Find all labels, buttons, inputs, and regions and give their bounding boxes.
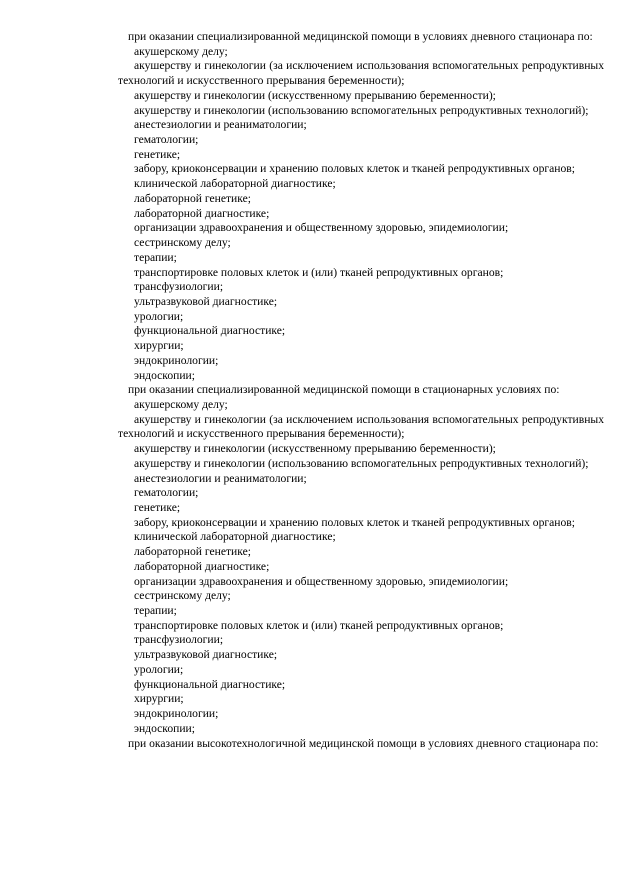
list-item: ультразвуковой диагностике; (134, 294, 278, 308)
list-item: эндокринологии; (134, 353, 219, 367)
list-item: хирургии; (134, 692, 184, 706)
list-item: организации здравоохранения и общественному здоровью, эпидемиологии; (134, 221, 509, 235)
section-heading: при оказании высокотехнологичной медицинской помощи в условиях дневного стационара по: (128, 736, 599, 750)
list-item: эндоскопии; (134, 368, 195, 382)
list-item: транспортировке половых клеток и (или) тканей репродуктивных органов; (134, 265, 504, 279)
section-heading: при оказании специализированной медицинской помощи в стационарных условиях по: (128, 383, 560, 397)
list-item: акушерству и гинекологии (за исключением использования вспомогательных репродуктивных технологий и искусственного прерывания беременности); (118, 59, 604, 88)
list-item: эндоскопии; (134, 721, 195, 735)
list-item: акушерству и гинекологии (за исключением использования вспомогательных репродуктивных технологий и искусственного прерывания беременности); (118, 412, 604, 441)
list-item: забору, криоконсервации и хранению половых клеток и тканей репродуктивных органов; (134, 162, 575, 176)
list-item: трансфузиологии; (134, 633, 224, 647)
list-item: хирургии; (134, 339, 184, 353)
list-item: акушерскому делу; (134, 44, 228, 58)
list-item: забору, криоконсервации и хранению половых клеток и тканей репродуктивных органов; (134, 515, 575, 529)
list-item: лабораторной диагностике; (134, 559, 270, 573)
list-item: лабораторной генетике; (134, 545, 251, 559)
list-item: акушерству и гинекологии (использованию вспомогательных репродуктивных технологий); (134, 456, 589, 470)
list-item: гематологии; (134, 486, 199, 500)
list-item: функциональной диагностике; (134, 677, 286, 691)
document-body (118, 30, 604, 751)
section-heading: при оказании специализированной медицинской помощи в условиях дневного стационара по: (128, 30, 593, 43)
list-item: урологии; (134, 309, 184, 323)
list-item: терапии; (134, 604, 177, 618)
list-item: акушерскому делу; (134, 397, 228, 411)
list-item: сестринскому делу; (134, 589, 231, 603)
list-item: клинической лабораторной диагностике; (134, 177, 336, 191)
list-item: акушерству и гинекологии (искусственному прерыванию беременности); (134, 442, 496, 456)
list-item: функциональной диагностике; (134, 324, 286, 338)
list-item: генетике; (134, 147, 181, 161)
list-item: акушерству и гинекологии (использованию вспомогательных репродуктивных технологий); (134, 103, 589, 117)
list-item: транспортировке половых клеток и (или) тканей репродуктивных органов; (134, 618, 504, 632)
list-item: клинической лабораторной диагностике; (134, 530, 336, 544)
list-item: анестезиологии и реаниматологии; (134, 118, 307, 132)
list-item: лабораторной генетике; (134, 191, 251, 205)
list-item: трансфузиологии; (134, 280, 224, 294)
list-item: анестезиологии и реаниматологии; (134, 471, 307, 485)
list-item: гематологии; (134, 133, 199, 147)
list-item: урологии; (134, 662, 184, 676)
list-item: эндокринологии; (134, 707, 219, 721)
list-item: ультразвуковой диагностике; (134, 648, 278, 662)
list-item: лабораторной диагностике; (134, 206, 270, 220)
list-item: терапии; (134, 250, 177, 264)
list-item: генетике; (134, 501, 181, 514)
list-item: акушерству и гинекологии (искусственному прерыванию беременности); (134, 88, 496, 102)
list-item: сестринскому делу; (134, 236, 231, 250)
list-item: организации здравоохранения и общественному здоровью, эпидемиологии; (134, 574, 509, 588)
